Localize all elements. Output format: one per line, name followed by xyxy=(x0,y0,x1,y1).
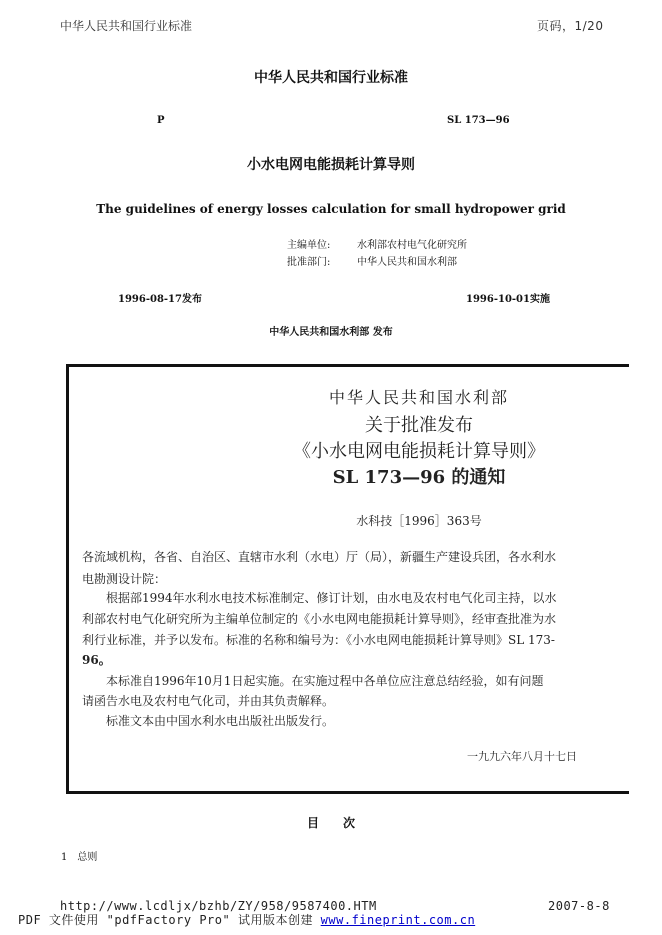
print-date: 2007-8-8 xyxy=(548,899,610,913)
toc-title: 目 次 xyxy=(306,816,355,830)
notice-body-line: 96。 xyxy=(82,653,111,667)
publisher: 中华人民共和国水利部 发布 xyxy=(269,327,393,338)
toc-item-general[interactable]: 1 总则 xyxy=(61,852,98,863)
pdf-watermark xyxy=(18,911,475,928)
pdf-watermark-text: PDF 文件使用 "pdfFactory Pro" 试用版本创建 xyxy=(18,913,321,927)
english-title: The guidelines of energy losses calculation for small hydropower grid xyxy=(96,202,566,216)
notice-body-line: 电勘测设计院： xyxy=(82,572,167,586)
notice-title-line1: 关于批准发布 xyxy=(365,415,473,436)
document-title: 小水电网电能损耗计算导则 xyxy=(247,157,415,173)
notice-body-line: 本标准自1996年10月1日起实施。在实施过程中各单位应注意总结经验，如有问题 xyxy=(82,674,544,688)
issue-date: 1996-08-17发布 xyxy=(118,294,202,305)
notice-title-line2: 《小水电网电能损耗计算导则》 xyxy=(293,441,545,462)
pdf-watermark-link[interactable]: www.fineprint.com.cn xyxy=(320,913,476,927)
source-url[interactable]: http://www.lcdljx/bzhb/ZY/958/9587400.HTM xyxy=(60,899,377,913)
notice-body-line: 请函告水电及农村电气化司，并由其负责解释。 xyxy=(82,694,335,708)
notice-date: 一九九六年八月十七日 xyxy=(467,750,577,763)
approver-label: 批准部门: xyxy=(287,257,331,268)
notice-body-line: 根据部1994年水利水电技术标准制定、修订计划，由水电及农村电气化司主持，以水 xyxy=(82,591,557,605)
editor-label: 主编单位: xyxy=(287,240,331,251)
notice-scan xyxy=(66,364,629,794)
editor-value: 水利部农村电气化研究所 xyxy=(357,240,467,251)
notice-title-line3: SL 173—96 的通知 xyxy=(332,467,506,488)
notice-body-line: 利行业标准，并予以发布。标准的名称和编号为：《小水电网电能损耗计算导则》SL 173- xyxy=(82,633,555,647)
standard-heading: 中华人民共和国行业标准 xyxy=(254,70,408,86)
standard-code: SL 173—96 xyxy=(447,115,510,126)
page-number: 页码，1/20 xyxy=(537,19,604,33)
notice-body-line: 利部农村电气化研究所为主编单位制定的《小水电网电能损耗计算导则》，经审查批准为水 xyxy=(82,612,557,626)
approver-value: 中华人民共和国水利部 xyxy=(357,257,457,268)
page-header-title: 中华人民共和国行业标准 xyxy=(60,19,193,33)
category-code: P xyxy=(157,115,165,126)
notice-reference-number: 水科技［1996］363号 xyxy=(356,514,482,528)
notice-org: 中华人民共和国水利部 xyxy=(328,388,509,407)
notice-body-line: 各流域机构，各省、自治区、直辖市水利（水电）厅（局），新疆生产建设兵团，各水利水 xyxy=(82,550,557,564)
effective-date: 1996-10-01实施 xyxy=(466,294,550,305)
notice-body-line: 标准文本由中国水利水电出版社出版发行。 xyxy=(82,714,335,728)
